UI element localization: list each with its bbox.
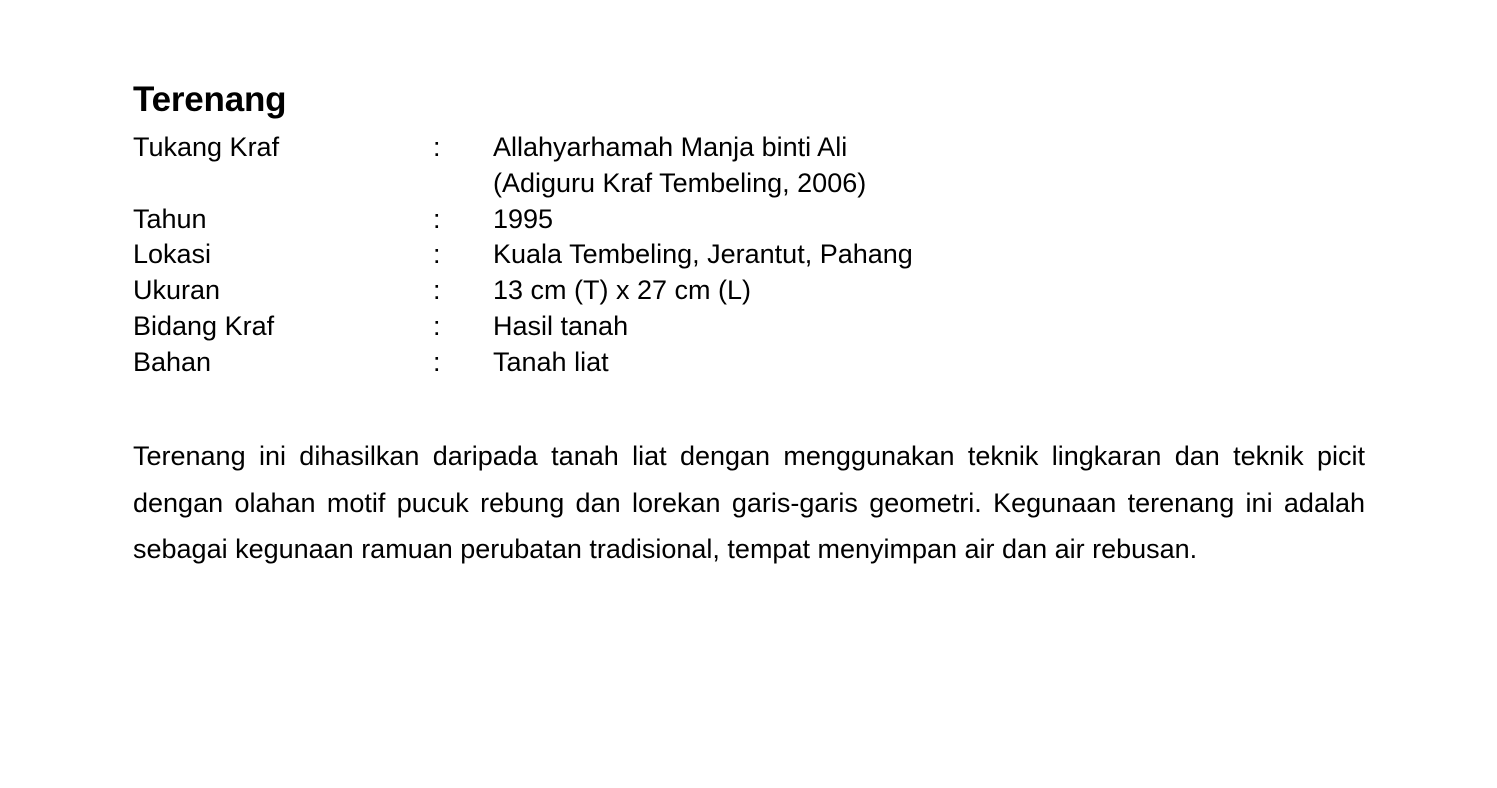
spec-separator: : [433,275,441,306]
spec-value-tukang-kraf [493,130,1367,202]
spec-value-line2: (Adiguru Kraf Tembeling, 2006) [493,167,867,198]
spec-separator: : [433,347,441,378]
description-block [133,433,1365,572]
spec-value-lokasi: Kuala Tembeling, Jerantut, Pahang [493,239,913,270]
spec-value-tahun: 1995 [493,203,554,234]
spec-value-ukuran: 13 cm (T) x 27 cm (L) [493,275,752,306]
table-row [133,345,1367,381]
spec-label-bidang-kraf: Bidang Kraf [133,311,275,342]
spec-label-ukuran: Ukuran [133,275,221,306]
spec-separator: : [433,203,441,234]
spec-value-line1: Allahyarhamah Manja binti Ali [493,131,848,162]
spec-label-tahun: Tahun [133,203,207,234]
spec-separator: : [433,131,441,162]
spec-label-tukang-kraf: Tukang Kraf [133,131,280,162]
spec-value-bidang-kraf: Hasil tanah [493,311,629,342]
table-row [133,130,1367,202]
table-row [133,202,1367,238]
table-row [133,273,1367,309]
specification-table [133,130,1367,381]
spec-label-lokasi: Lokasi [133,239,212,270]
spec-separator: : [433,239,441,270]
page-title: Terenang [133,80,287,119]
table-row [133,309,1367,345]
table-row [133,237,1367,273]
description-text: Terenang ini dihasilkan daripada tanah liat dengan menggunakan teknik lingkaran dan teknik picit dengan olahan motif pucuk rebung dan lorekan garis-garis geometri. Kegunaan terenang ini adalah sebagai kegunaan ramuan perubatan tradisional, tempat menyimpan air dan air rebusan. [133,441,1365,564]
spec-separator: : [433,311,441,342]
spec-label-bahan: Bahan [133,347,212,378]
specification-table-body [133,130,1367,381]
spec-value-bahan: Tanah liat [493,347,609,378]
